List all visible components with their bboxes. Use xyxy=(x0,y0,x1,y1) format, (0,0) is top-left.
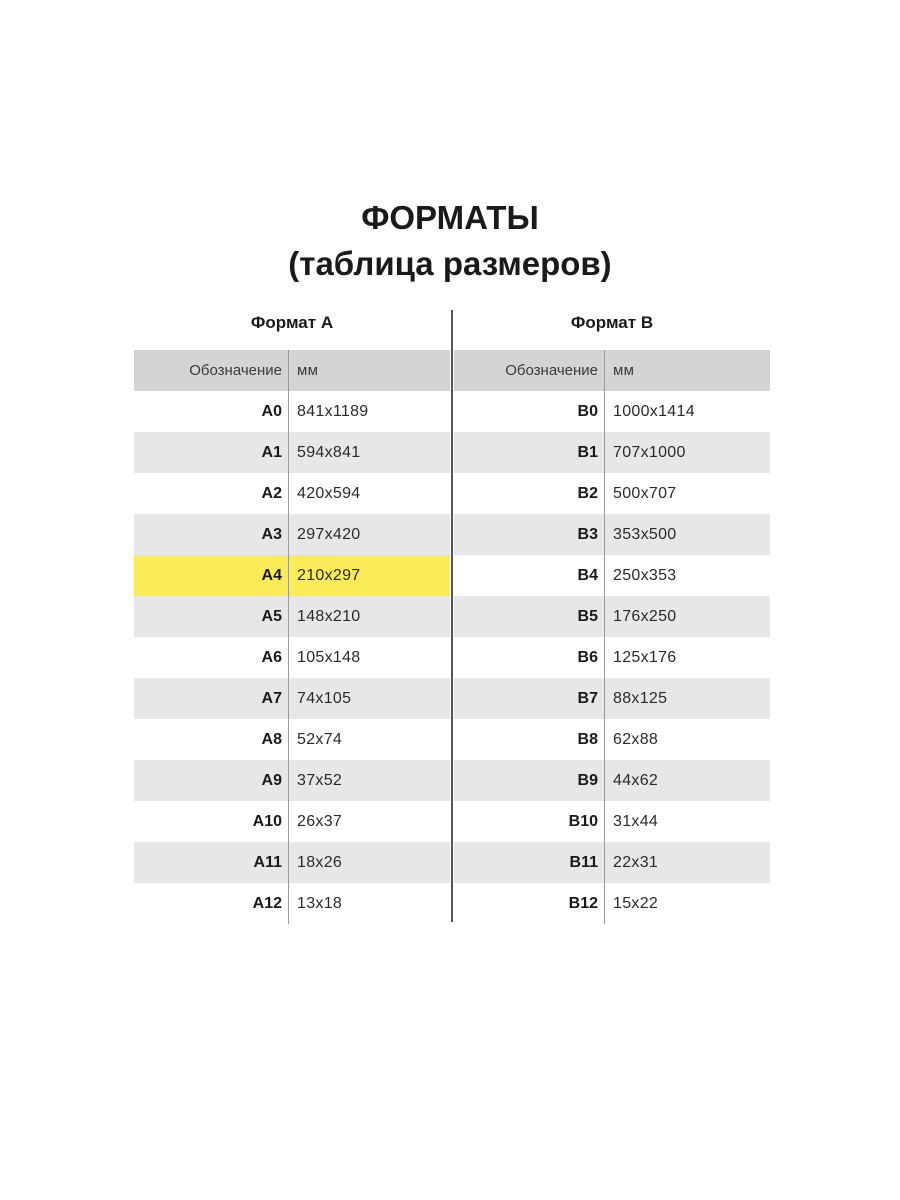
format-code: А3 xyxy=(261,525,282,543)
format-size: 26x37 xyxy=(297,812,343,830)
table-row-highlighted xyxy=(134,555,450,596)
format-b-heading: Формат В xyxy=(570,313,654,332)
format-code: А4 xyxy=(261,566,282,584)
table-row xyxy=(454,555,770,596)
format-code: А10 xyxy=(252,812,282,830)
format-size: 44x62 xyxy=(613,771,659,789)
format-code: В11 xyxy=(569,853,598,871)
format-size: 31x44 xyxy=(613,812,659,830)
format-code: В8 xyxy=(577,730,598,748)
format-code: А7 xyxy=(261,689,282,707)
page-subtitle: (таблица размеров) xyxy=(288,245,612,282)
header-code: Обозначение xyxy=(189,362,282,379)
format-code: А12 xyxy=(252,894,282,912)
table-row xyxy=(454,391,770,432)
header-size: мм xyxy=(297,362,319,379)
table-row xyxy=(454,514,770,555)
format-size: 420x594 xyxy=(297,484,361,502)
format-size: 250x353 xyxy=(613,566,677,584)
table-row xyxy=(454,801,770,842)
table-row xyxy=(454,760,770,801)
format-code: В9 xyxy=(577,771,598,789)
format-size: 74x105 xyxy=(297,689,352,707)
table-row xyxy=(134,883,450,924)
format-size: 176x250 xyxy=(613,607,677,625)
format-code: В5 xyxy=(577,607,598,625)
format-code: А1 xyxy=(261,443,282,461)
format-size: 841x1189 xyxy=(297,402,369,420)
format-size: 210x297 xyxy=(297,566,361,584)
table-row xyxy=(454,432,770,473)
format-code: А5 xyxy=(261,607,282,625)
format-code: В6 xyxy=(577,648,598,666)
format-size: 707x1000 xyxy=(613,443,686,461)
table-row xyxy=(134,842,450,883)
table-row xyxy=(134,760,450,801)
table-row xyxy=(454,678,770,719)
format-a-table xyxy=(134,350,450,924)
format-size: 22x31 xyxy=(613,853,659,871)
table-row xyxy=(134,432,450,473)
table-row xyxy=(454,883,770,924)
format-code: А2 xyxy=(261,484,282,502)
table-row xyxy=(454,596,770,637)
format-code: В12 xyxy=(568,894,598,912)
table-row xyxy=(134,596,450,637)
table-row xyxy=(134,678,450,719)
page-title: ФОРМАТЫ xyxy=(361,199,539,236)
format-code: А8 xyxy=(261,730,282,748)
format-size: 594x841 xyxy=(297,443,361,461)
format-code: В10 xyxy=(568,812,598,830)
format-size: 500x707 xyxy=(613,484,677,502)
format-size: 105x148 xyxy=(297,648,361,666)
format-code: В3 xyxy=(577,525,598,543)
column-divider xyxy=(451,310,453,922)
table-header-row xyxy=(454,350,770,391)
format-code: В2 xyxy=(577,484,598,502)
format-code: В7 xyxy=(577,689,598,707)
format-size: 37x52 xyxy=(297,771,343,789)
format-size: 297x420 xyxy=(297,525,361,543)
format-size: 125x176 xyxy=(613,648,677,666)
format-size: 62x88 xyxy=(613,730,659,748)
format-a-heading: Формат А xyxy=(250,313,334,332)
table-row xyxy=(134,637,450,678)
header-size: мм xyxy=(613,362,635,379)
format-size: 353x500 xyxy=(613,525,677,543)
table-row xyxy=(134,473,450,514)
header-code: Обозначение xyxy=(505,362,598,379)
table-header-row xyxy=(134,350,450,391)
format-code: В4 xyxy=(577,566,598,584)
format-b-table xyxy=(454,350,770,924)
format-size: 13x18 xyxy=(297,894,343,912)
table-row xyxy=(454,842,770,883)
format-size: 52x74 xyxy=(297,730,343,748)
format-code: А11 xyxy=(253,853,282,871)
table-row xyxy=(454,637,770,678)
table-row xyxy=(454,473,770,514)
table-row xyxy=(134,514,450,555)
format-code: В0 xyxy=(577,402,598,420)
format-size: 1000x1414 xyxy=(613,402,695,420)
table-row xyxy=(134,719,450,760)
format-size: 15x22 xyxy=(613,894,659,912)
format-code: А9 xyxy=(261,771,282,789)
format-size: 148x210 xyxy=(297,607,361,625)
table-row xyxy=(134,391,450,432)
format-size: 88x125 xyxy=(613,689,668,707)
format-size: 18x26 xyxy=(297,853,343,871)
table-row xyxy=(454,719,770,760)
table-row xyxy=(134,801,450,842)
format-code: В1 xyxy=(577,443,598,461)
format-code: А0 xyxy=(261,402,282,420)
format-code: А6 xyxy=(261,648,282,666)
